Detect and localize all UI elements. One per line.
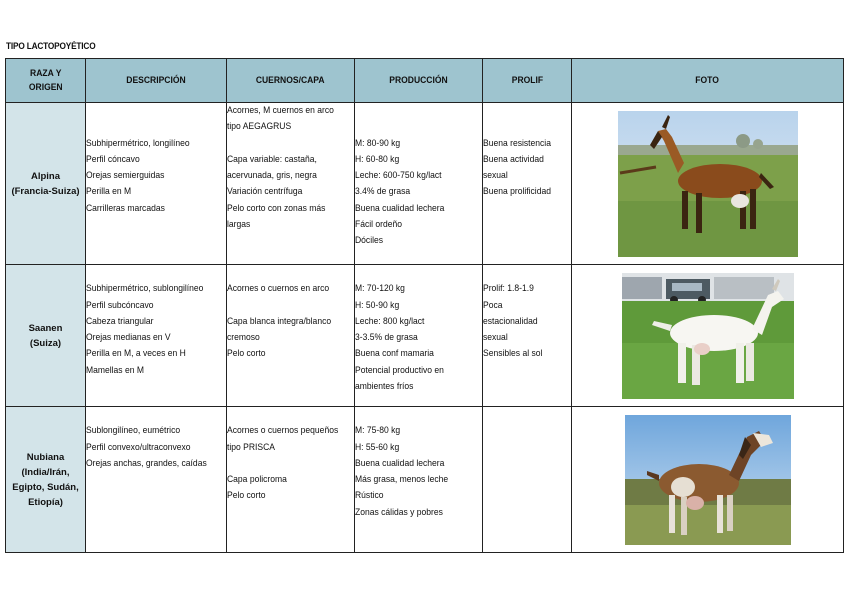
- cell-line: Sensibles al sol: [483, 348, 543, 360]
- line-gap: [227, 298, 354, 314]
- document-title: TIPO LACTOPOYÉTICO: [6, 41, 96, 51]
- line-gap: [227, 136, 354, 152]
- cell-line: Etiopía): [28, 496, 63, 508]
- nubian-goat-photo: [625, 415, 791, 545]
- photo-cell: [572, 103, 844, 265]
- header-foto: FOTO: [572, 59, 844, 103]
- cell-line: Egipto, Sudán,: [12, 481, 79, 493]
- line-gap: [355, 265, 482, 281]
- breed-cell: [6, 265, 86, 407]
- header-cuernos-capa: CUERNOS/CAPA: [227, 59, 355, 103]
- cell-line: H: 60-80 kg: [355, 153, 400, 165]
- cell-line: Capa policroma: [227, 474, 287, 486]
- cell-line: M: 80-90 kg: [355, 137, 401, 149]
- produccion-cell: [355, 103, 483, 265]
- descripcion-cell: [86, 265, 227, 407]
- line-gap: [355, 407, 482, 423]
- cell-line: tipo AEGAGRUS: [227, 121, 292, 133]
- breed-cell: [6, 407, 86, 553]
- cell-line: acervunada, gris, negra: [227, 170, 317, 182]
- cell-line: Prolif: 1.8-1.9: [483, 283, 534, 295]
- cell-line: Mamellas en M: [86, 364, 144, 376]
- cell-line: Dóciles: [355, 235, 384, 247]
- line-gap: [355, 103, 482, 119]
- cell-line: H: 55-60 kg: [355, 441, 400, 453]
- cell-line: Buena actividad: [483, 153, 544, 165]
- header-produccion: PRODUCCIÓN: [355, 59, 483, 103]
- header-descripcion: DESCRIPCIÓN: [86, 59, 227, 103]
- descripcion-cell: [86, 407, 227, 553]
- cell-line: Saanen: [28, 322, 63, 334]
- table-row-saanen: [6, 265, 844, 407]
- cell-line: Acornes o cuernos en arco: [227, 283, 330, 295]
- cell-line: sexual: [483, 332, 508, 344]
- prolif-cell: [483, 265, 572, 407]
- header-raza-origen: RAZA Y ORIGEN: [6, 59, 86, 103]
- produccion-cell: [355, 407, 483, 553]
- cell-line: H: 50-90 kg: [355, 299, 400, 311]
- cell-line: Poca: [483, 299, 503, 311]
- cell-line: tipo PRISCA: [227, 441, 275, 453]
- cell-line: Capa variable: castaña,: [227, 153, 317, 165]
- photo-cell: [572, 265, 844, 407]
- cell-line: Leche: 600-750 kg/lact: [355, 170, 442, 182]
- cell-line: Perfil convexo/ultraconvexo: [86, 441, 191, 453]
- cell-line: Buena prolificidad: [483, 186, 551, 198]
- cell-line: M: 70-120 kg: [355, 283, 405, 295]
- cell-line: Leche: 800 kg/lact: [355, 315, 425, 327]
- cell-line: Orejas medianas en V: [86, 332, 171, 344]
- cell-line: 3.4% de grasa: [355, 186, 411, 198]
- cell-line: (Francia-Suiza): [11, 185, 80, 197]
- table-header-row: [6, 59, 844, 103]
- line-gap: [483, 265, 571, 281]
- cell-line: Acornes o cuernos pequeños: [227, 425, 339, 437]
- cell-line: estacionalidad: [483, 315, 538, 327]
- cuernos-cell: [227, 265, 355, 407]
- cell-line: Buena resistencia: [483, 137, 551, 149]
- cell-line: Subhipermétrico, longilíneo: [86, 137, 190, 149]
- cell-line: Perilla en M: [86, 186, 132, 198]
- cell-line: Más grasa, menos leche: [355, 474, 449, 486]
- cell-line: Pelo corto: [227, 490, 266, 502]
- cell-line: (India/Irán,: [21, 466, 70, 478]
- table-row-alpina: [6, 103, 844, 265]
- breed-table: [5, 58, 844, 553]
- saanen-goat-photo: [622, 273, 794, 399]
- cell-line: Perfil subcóncavo: [86, 299, 154, 311]
- produccion-cell: [355, 265, 483, 407]
- breed-cell: [6, 103, 86, 265]
- line-gap: [227, 265, 354, 281]
- cell-line: cremoso: [227, 332, 260, 344]
- alpine-goat-photo: [618, 111, 798, 257]
- cell-line: Buena cualidad lechera: [355, 202, 445, 214]
- cell-line: sexual: [483, 170, 508, 182]
- cell-line: (Suiza): [29, 337, 62, 349]
- cell-line: Pelo corto con zonas más: [227, 202, 326, 214]
- photo-cell: [572, 407, 844, 553]
- cell-line: ambientes fríos: [355, 381, 414, 393]
- line-gap: [86, 407, 226, 423]
- cell-line: Potencial productivo en: [355, 364, 444, 376]
- cell-line: Perilla en M, a veces en H: [86, 348, 186, 360]
- cell-line: Cabeza triangular: [86, 315, 154, 327]
- cell-line: Rústico: [355, 490, 384, 502]
- header-prolif: PROLIF: [483, 59, 572, 103]
- line-gap: [355, 119, 482, 135]
- prolif-cell: [483, 407, 572, 553]
- table-row-nubiana: [6, 407, 844, 553]
- line-gap: [86, 265, 226, 281]
- cell-line: Carrilleras marcadas: [86, 202, 165, 214]
- cell-line: Sublongilíneo, eumétrico: [86, 425, 181, 437]
- line-gap: [227, 456, 354, 472]
- descripcion-cell: [86, 103, 227, 265]
- cell-line: Zonas cálidas y pobres: [355, 506, 443, 518]
- cell-line: Subhipermétrico, sublongilíneo: [86, 283, 204, 295]
- line-gap: [86, 103, 226, 119]
- cell-line: Nubiana: [26, 451, 65, 463]
- cell-line: 3-3.5% de grasa: [355, 332, 418, 344]
- cell-line: Capa blanca integra/blanco: [227, 315, 332, 327]
- cell-line: M: 75-80 kg: [355, 425, 401, 437]
- cuernos-cell: [227, 103, 355, 265]
- cell-line: Variación centrífuga: [227, 186, 303, 198]
- cell-line: Alpina: [30, 170, 61, 182]
- cell-line: Buena cualidad lechera: [355, 457, 445, 469]
- cell-line: Orejas anchas, grandes, caídas: [86, 457, 207, 469]
- cell-line: Fácil ordeño: [355, 219, 403, 231]
- line-gap: [86, 119, 226, 135]
- cell-line: largas: [227, 219, 251, 231]
- cell-line: Buena conf mamaria: [355, 348, 434, 360]
- cell-line: Perfil cóncavo: [86, 153, 140, 165]
- line-gap: [483, 103, 571, 119]
- line-gap: [483, 119, 571, 135]
- cell-line: Orejas semierguidas: [86, 170, 165, 182]
- line-gap: [227, 407, 354, 423]
- prolif-cell: [483, 103, 572, 265]
- cell-line: Acornes, M cuernos en arco: [227, 105, 334, 116]
- cell-line: Pelo corto: [227, 348, 266, 360]
- cuernos-cell: [227, 407, 355, 553]
